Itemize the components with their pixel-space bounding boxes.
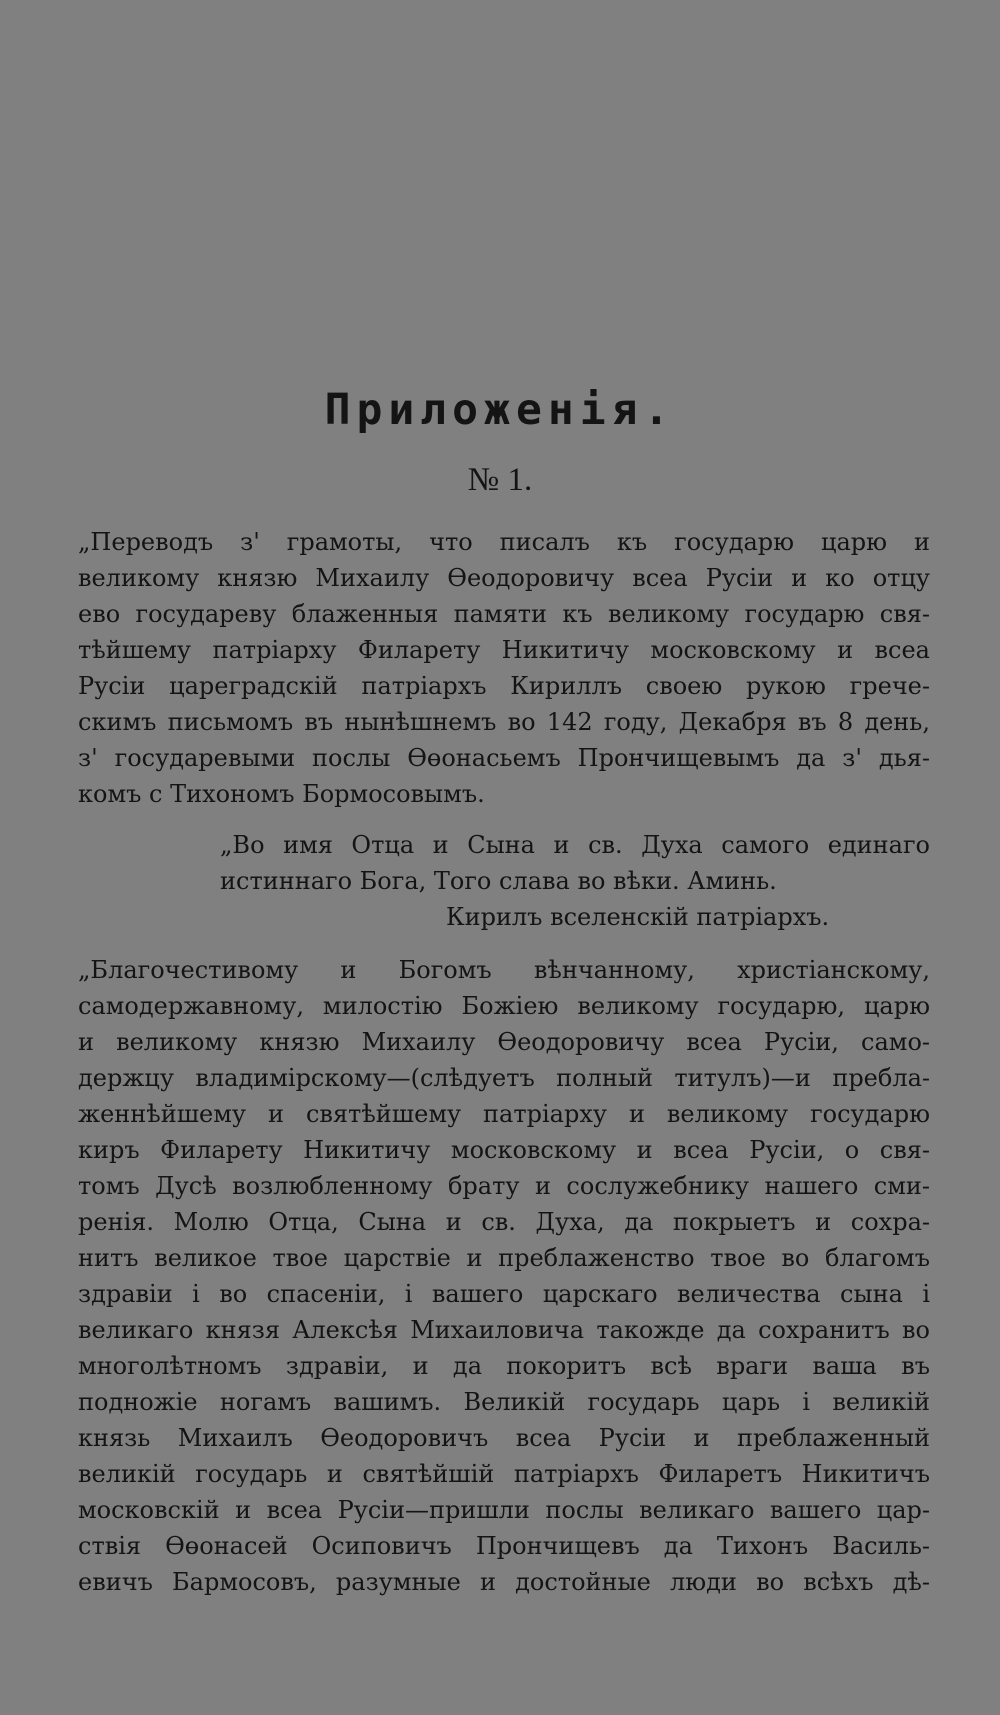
text-line: великаго князя Алексѣя Михаиловича такожде да сохранитъ во: [78, 1316, 930, 1344]
text-line: скимъ письмомъ въ нынѣшнемъ во 142 году, Декабря въ 8 день,: [78, 708, 930, 736]
text-line: московскій и всеа Русіи—пришли послы великаго вашего цар-: [78, 1496, 930, 1524]
page-title: Приложенія.: [324, 385, 676, 435]
quote-line: „Во имя Отца и Сына и св. Духа самого единаго: [220, 831, 930, 859]
text-line: нитъ великое твое царствіе и преблаженство твое во благомъ: [78, 1244, 930, 1272]
text-line: Русіи цареградскій патріархъ Кириллъ своею рукою грече-: [78, 672, 930, 700]
text-line: з' государевыми послы Өөонасьемъ Прончищевымъ да з' дья-: [78, 744, 930, 772]
text-line: великому князю Михаилу Өеодоровичу всеа Русіи и ко отцу: [78, 564, 930, 592]
text-line: томъ Дусѣ возлюбленному брату и сослужебнику нашего сми-: [78, 1172, 930, 1200]
text-line: ствія Өөонасей Осиповичъ Прончищевъ да Тихонъ Василь-: [78, 1532, 930, 1560]
text-line: ево государеву блаженныя памяти къ великому государю свя-: [78, 600, 930, 628]
text-line: евичъ Бармосовъ, разумные и достойные люди во всѣхъ дѣ-: [78, 1568, 930, 1596]
text-line: тѣйшему патріарху Филарету Никитичу московскому и всеа: [78, 636, 930, 664]
text-line: „Благочестивому и Богомъ вѣнчанному, христіанскому,: [78, 956, 930, 984]
text-line: киръ Филарету Никитичу московскому и всеа Русіи, о свя-: [78, 1136, 930, 1164]
document-number: № 1.: [467, 462, 533, 498]
text-line: князь Михаилъ Өеодоровичъ всеа Русіи и преблаженный: [78, 1424, 930, 1452]
text-line: ренія. Молю Отца, Сына и св. Духа, да покрыетъ и сохра-: [78, 1208, 930, 1236]
text-line: „Переводъ з' грамоты, что писалъ къ государю царю и: [78, 528, 930, 556]
quote-line: истиннаго Бога, Того слава во вѣки. Аминь.: [220, 867, 777, 895]
text-line: подножіе ногамъ вашимъ. Великій государь царь і великій: [78, 1388, 930, 1416]
text-line: здравіи і во спасеніи, і вашего царскаго величества сына і: [78, 1280, 930, 1308]
text-line: самодержавному, милостію Божіею великому государю, царю: [78, 992, 930, 1020]
signature-line: Кирилъ вселенскій патріархъ.: [446, 903, 830, 931]
text-line: многолѣтномъ здравіи, и да покоритъ всѣ враги ваша въ: [78, 1352, 930, 1380]
text-line: и великому князю Михаилу Өеодоровичу всеа Русіи, само-: [78, 1028, 930, 1056]
text-line: женнѣйшему и святѣйшему патріарху и великому государю: [78, 1100, 930, 1128]
text-line: комъ с Тихономъ Бормосовымъ.: [78, 780, 485, 808]
text-line: великій государь и святѣйшій патріархъ Филаретъ Никитичъ: [78, 1460, 930, 1488]
text-line: держцу владимірскому—(слѣдуетъ полный титулъ)—и пребла-: [78, 1064, 930, 1092]
